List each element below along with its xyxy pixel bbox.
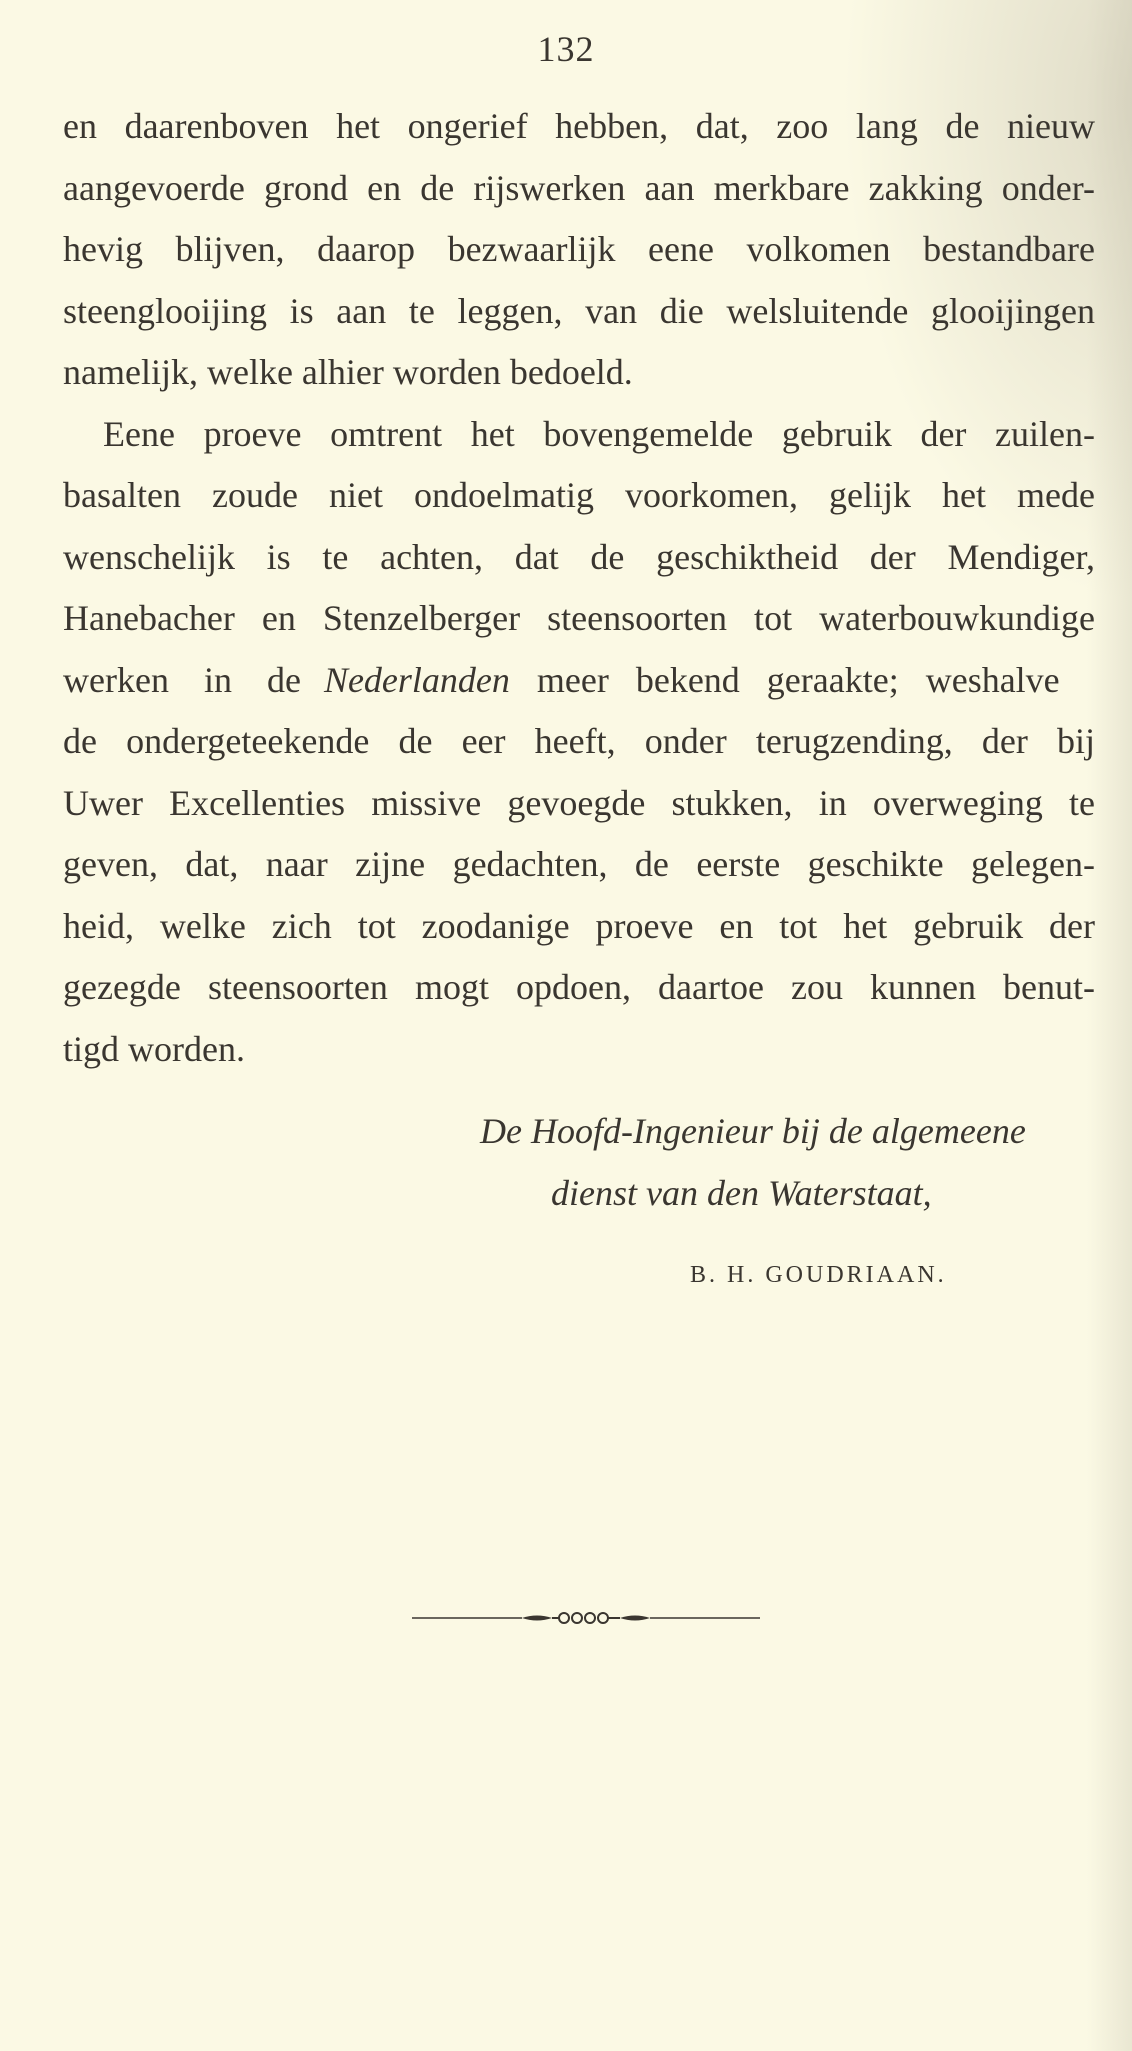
text-line: de ondergeteekende de eer heeft, onder terugzending, der bij xyxy=(63,721,1095,761)
text-line: en daarenboven het ongerief hebben, dat, zoo lang de nieuw xyxy=(63,106,1095,146)
text-line: tigd worden. xyxy=(63,1028,245,1069)
body-text xyxy=(63,96,1095,1080)
text-line: wenschelijk is te achten, dat de geschiktheid der Mendiger, xyxy=(63,536,1095,577)
signature-title-line-1: De Hoofd-Ingenieur bij de algemeene xyxy=(480,1111,1026,1151)
text-line: steenglooijing is aan te leggen, van die welsluitende glooijingen xyxy=(63,290,1095,331)
text-line-with-italic xyxy=(63,650,1095,712)
signatory-name: B. H. GOUDRIAAN. xyxy=(690,1262,947,1288)
text-line: gezegde steensoorten mogt opdoen, daartoe zou kunnen benut- xyxy=(63,967,1095,1007)
text-segment: meer bekend geraakte; weshalve xyxy=(536,659,1060,700)
text-line: geven, dat, naar zijne gedachten, de eerste geschikte gelegen- xyxy=(63,844,1095,884)
italic-place-name: Nederlanden xyxy=(323,659,510,700)
ornamental-divider xyxy=(412,1606,760,1630)
signature-title-line-2: dienst van den Waterstaat, xyxy=(551,1173,932,1213)
text-segment: werken in de xyxy=(63,659,301,700)
text-line: Hanebacher en Stenzelberger steensoorten tot waterbouwkundige xyxy=(63,598,1095,638)
text-line: Eene proeve omtrent het bovengemelde gebruik der zuilen- xyxy=(103,413,1095,454)
text-line: basalten zoude niet ondoelmatig voorkomen, gelijk het mede xyxy=(63,475,1095,515)
text-line: hevig blijven, daarop bezwaarlijk eene volkomen bestandbare xyxy=(63,229,1095,269)
text-line: namelijk, welke alhier worden bedoeld. xyxy=(63,352,633,392)
text-line: Uwer Excellenties missive gevoegde stukken, in overweging te xyxy=(63,782,1095,823)
text-line: aangevoerde grond en de rijswerken aan merkbare zakking onder- xyxy=(63,167,1095,208)
text-line: heid, welke zich tot zoodanige proeve en tot het gebruik der xyxy=(63,905,1095,946)
page-number: 132 xyxy=(537,29,595,69)
